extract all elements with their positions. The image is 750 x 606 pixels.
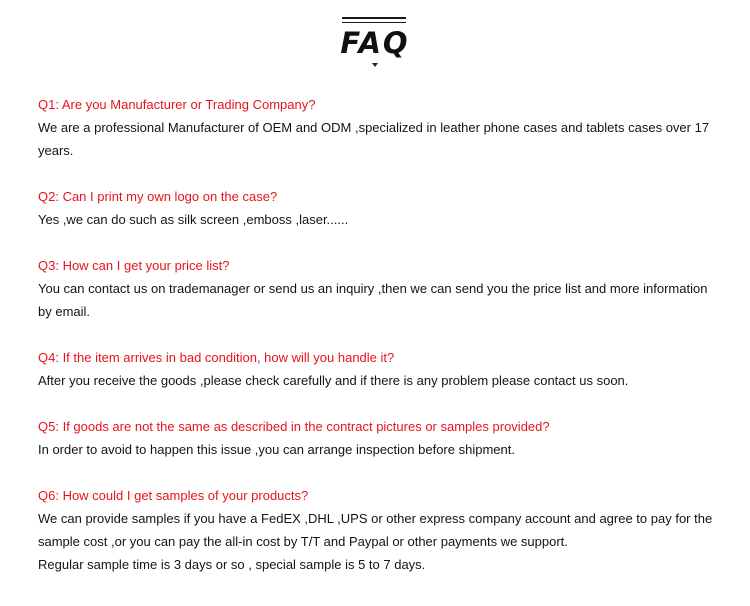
faq-answer: Yes ,we can do such as silk screen ,emboss ,laser...... — [38, 212, 349, 227]
faq-item-q5 — [38, 415, 718, 461]
faq-question: Q1: Are you Manufacturer or Trading Company? — [38, 97, 316, 112]
faq-item-q2 — [38, 185, 718, 231]
triangle-down-icon — [372, 63, 378, 67]
faq-answer: In order to avoid to happen this issue ,you can arrange inspection before shipment. — [38, 442, 515, 457]
faq-question: Q2: Can I print my own logo on the case? — [38, 189, 278, 204]
faq-list — [38, 93, 718, 599]
faq-item-q3 — [38, 254, 718, 323]
faq-answer: We can provide samples if you have a FedEX ,DHL ,UPS or other express company account and agree to pay for the sample cost ,or you can pay the all-in cost by T/T and Paypal or other payments we support. — [38, 511, 713, 549]
faq-item-q4 — [38, 346, 718, 392]
title-rule-top — [342, 17, 406, 19]
faq-header — [0, 0, 750, 75]
faq-question: Q6: How could I get samples of your products? — [38, 488, 309, 503]
title-rule-bottom — [342, 22, 406, 23]
faq-item-q1 — [38, 93, 718, 162]
faq-answer: Regular sample time is 3 days or so , special sample is 5 to 7 days. — [38, 557, 426, 572]
faq-item-q6 — [38, 484, 718, 576]
faq-answer: You can contact us on trademanager or send us an inquiry ,then we can send you the price list and more information by email. — [38, 281, 708, 319]
faq-answer: After you receive the goods ,please check carefully and if there is any problem please contact us soon. — [38, 373, 629, 388]
faq-answer: We are a professional Manufacturer of OEM and ODM ,specialized in leather phone cases and tablets cases over 17 years. — [38, 120, 710, 158]
faq-question: Q3: How can I get your price list? — [38, 258, 230, 273]
faq-question: Q4: If the item arrives in bad condition, how will you handle it? — [38, 350, 395, 365]
faq-question: Q5: If goods are not the same as described in the contract pictures or samples provided? — [38, 419, 550, 434]
page-title: FAQ — [340, 26, 410, 60]
